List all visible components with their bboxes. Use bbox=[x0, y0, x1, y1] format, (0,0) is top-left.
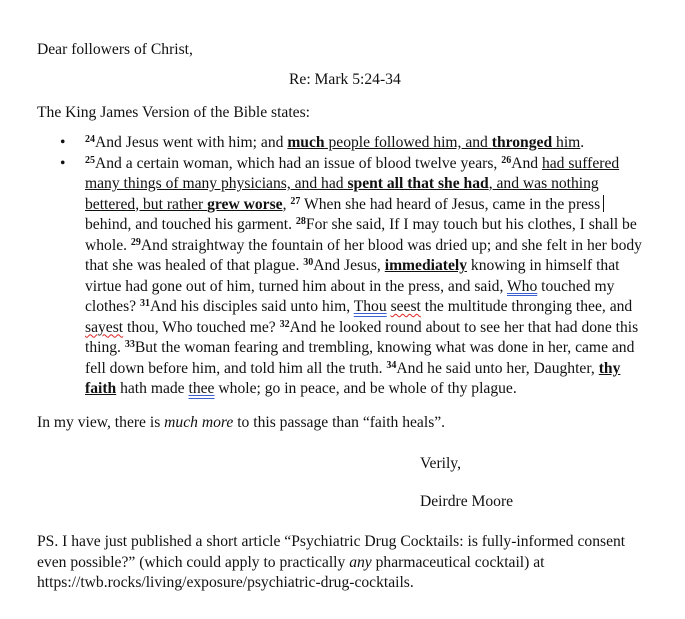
text-line bbox=[85, 174, 660, 195]
verse-text: thronged bbox=[491, 134, 553, 151]
text-line bbox=[85, 154, 660, 175]
verse-text: whole; go in peace, and be whole of thy plague. bbox=[214, 380, 517, 397]
postscript bbox=[37, 532, 667, 594]
verse-text: sayest bbox=[85, 318, 124, 336]
view-paragraph bbox=[37, 413, 445, 434]
verse-text: Who bbox=[506, 277, 538, 295]
verse-number: 34 bbox=[386, 359, 397, 371]
ps-text: pharmaceutical cocktail) at bbox=[371, 553, 545, 571]
verse-text: people followed him, and bbox=[324, 134, 492, 151]
text-line bbox=[85, 215, 660, 236]
reference-line: Re: Mark 5:24-34 bbox=[289, 71, 401, 88]
verse-number: 25 bbox=[85, 154, 95, 166]
text-line bbox=[85, 318, 660, 339]
verse-item-24 bbox=[0, 133, 660, 154]
verse-number: 33 bbox=[124, 339, 135, 350]
verse-text: knowing in himself that bbox=[467, 257, 620, 274]
verse-text: grew worse bbox=[207, 195, 283, 213]
verse-text: him bbox=[552, 134, 581, 151]
verse-text: seest bbox=[390, 298, 421, 315]
verse-text: For she said, If I may touch but his clothes, I shall be bbox=[305, 216, 637, 233]
bullet-icon: • bbox=[60, 154, 66, 172]
text-line bbox=[85, 195, 660, 216]
verse-text: And a certain woman, which had an issue of blood twelve years, bbox=[95, 154, 502, 172]
closing: Verily, bbox=[420, 455, 461, 472]
verse-text: thee bbox=[188, 380, 215, 397]
verse-text: clothes? bbox=[85, 298, 140, 315]
view-text: to this passage than “faith heals”. bbox=[233, 414, 446, 431]
verse-text: , and was nothing bbox=[488, 175, 599, 192]
verse-text: faith bbox=[85, 380, 117, 397]
verse-text: . bbox=[580, 134, 585, 151]
verse-text: had suffered bbox=[541, 154, 620, 172]
verse-text: much bbox=[287, 134, 325, 151]
verse-text: spent all that she had bbox=[347, 175, 489, 192]
ps-line: PS. I have just published a short article “Psychiatric Drug Cocktails: is fully-informed consent bbox=[37, 533, 626, 550]
verse-text: bettered, but rather bbox=[85, 195, 208, 213]
ps-line bbox=[37, 553, 667, 574]
text-line bbox=[85, 359, 660, 380]
verse-text: And Jesus, bbox=[313, 257, 385, 274]
verse-text: thou, Who touched me? bbox=[123, 318, 280, 336]
verse-text: that she was healed of that plague. bbox=[85, 257, 304, 274]
verse-text: And straightway the fountain of her blood was dried up; and she felt in her body bbox=[140, 236, 642, 254]
verse-text: whole. bbox=[85, 236, 131, 254]
verse-text: And Jesus went with him; and bbox=[95, 134, 288, 151]
text-line bbox=[85, 256, 660, 277]
verse-number: 24 bbox=[85, 134, 95, 145]
verse-text: thing. bbox=[85, 339, 125, 356]
verse-number: 32 bbox=[279, 318, 290, 330]
verse-number: 26 bbox=[501, 154, 512, 166]
verse-number: 29 bbox=[130, 236, 141, 248]
signature: Deirdre Moore bbox=[420, 493, 514, 510]
verse-text: behind, and touched his garment. bbox=[85, 216, 296, 233]
verse-number: 31 bbox=[140, 298, 150, 309]
verse-list bbox=[0, 133, 660, 400]
verse-text: hath made bbox=[116, 380, 189, 397]
verse-text: , bbox=[282, 195, 291, 213]
verse-text: the multitude thronging thee, and bbox=[420, 298, 633, 315]
verse-text: virtue had gone out of him, turned him about in the press, and said, bbox=[85, 277, 507, 295]
verse-text: fell down before him, and told him all the truth. bbox=[85, 359, 387, 377]
verse-text: thy bbox=[598, 359, 621, 377]
text-line bbox=[85, 379, 660, 400]
verse-item-25-34 bbox=[0, 154, 660, 400]
ps-url: https://twb.rocks/living/exposure/psychiatric-drug-cocktails. bbox=[37, 574, 414, 591]
verse-text: When she had heard of Jesus, came in the press bbox=[300, 195, 601, 213]
verse-text: many things of many physicians, and had bbox=[85, 175, 348, 192]
verse-number: 30 bbox=[303, 257, 314, 268]
verse-number: 27 bbox=[290, 195, 301, 207]
verse-text: Thou bbox=[353, 298, 387, 315]
verse-number: 28 bbox=[295, 216, 306, 227]
verse-text: And he said unto her, Daughter, bbox=[396, 359, 599, 377]
verse-text: And his disciples said unto him, bbox=[150, 298, 354, 315]
bullet-icon: • bbox=[60, 134, 66, 151]
verse-text: touched my bbox=[537, 277, 615, 295]
text-line bbox=[85, 338, 660, 359]
text-line bbox=[85, 297, 660, 318]
text-cursor bbox=[603, 195, 604, 212]
greeting: Dear followers of Christ, bbox=[37, 41, 193, 58]
ps-emphasis: any bbox=[349, 553, 372, 571]
verse-text: And bbox=[511, 154, 542, 172]
verse-text: But the woman fearing and trembling, knowing what was done in her, came and bbox=[134, 339, 635, 356]
ps-text: even possible?” (which could apply to practically bbox=[37, 553, 350, 571]
text-line bbox=[85, 277, 660, 298]
intro-line: The King James Version of the Bible states: bbox=[37, 104, 310, 121]
view-emphasis: much more bbox=[164, 414, 234, 431]
view-text: In my view, there is bbox=[37, 414, 165, 431]
text-line bbox=[85, 236, 660, 257]
verse-text: And he looked round about to see her that had done this bbox=[289, 318, 639, 336]
verse-text: immediately bbox=[384, 257, 468, 274]
